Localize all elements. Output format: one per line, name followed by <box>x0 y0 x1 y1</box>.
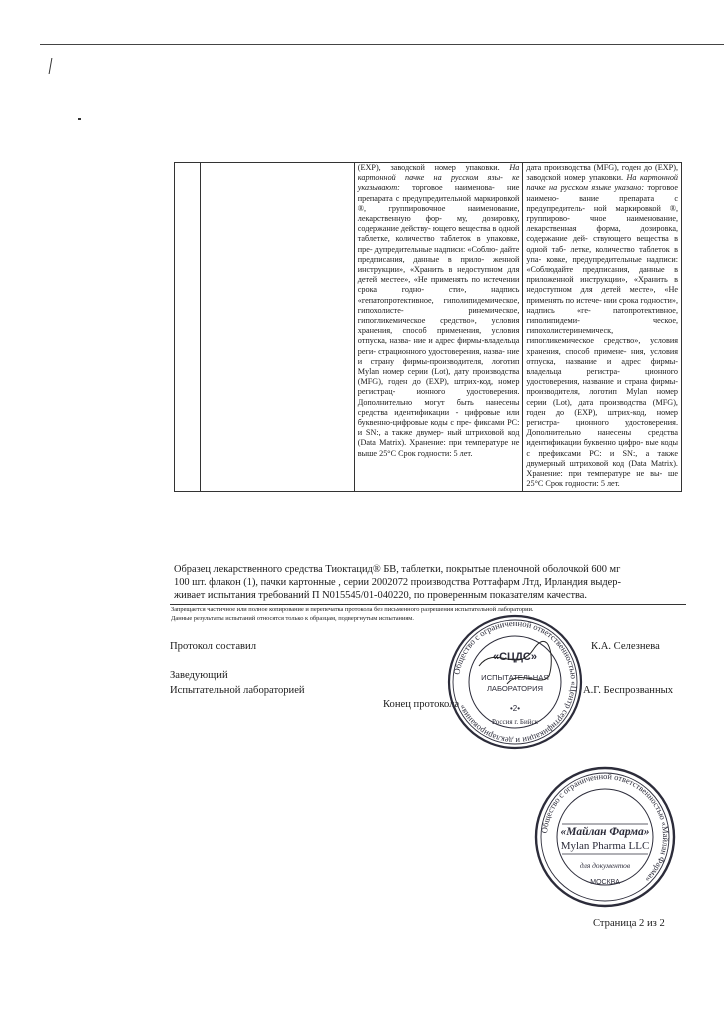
table-text-line: гипогликемическое средство», <box>526 336 651 346</box>
table-text-line: маркировкой ®, группировочное <box>357 193 520 213</box>
table-text-line: Дополнительно могут быть нанесены <box>357 397 520 407</box>
table-text-line: Хранение: при температуре не вы- <box>526 469 669 479</box>
table-text-line: применять по истечении срока годно- <box>357 275 520 295</box>
table-text-line: торговое наименова- <box>412 183 507 193</box>
table-text-line: дату производства (MFG), годен до <box>357 367 520 387</box>
table-text-line: ковке, предупредительные надписи: <box>546 254 678 264</box>
copyright-notice <box>171 606 691 624</box>
head-title-line: Заведующий <box>170 670 228 681</box>
compiled-by-name: К.А. Селезнева <box>591 641 660 652</box>
stamp-ring-text: Общество с ограниченной ответственностью «Центр сертификации и декларирования» <box>451 617 580 747</box>
stamp-center-line: ЛАБОРАТОРИЯ <box>486 684 544 693</box>
table-text-line: ной маркировкой ®, группирово- <box>526 203 678 224</box>
stamp-center-abbrev: «СЦДС» <box>493 651 537 663</box>
table-text-line: (EXP), заводской номер упаковки. <box>357 163 510 172</box>
stamp-city: МОСКВА <box>590 879 620 886</box>
notice-line: Запрещается частичное или полное копирование и перепечатка протокола без письменного разрешения испытательной лаборатории. <box>171 606 534 613</box>
table-text-line: ющего вещества в одной таблетке, <box>357 224 520 244</box>
table-text-line: также двумерный штриховой код <box>526 448 678 468</box>
table-text-line: месте», «Не применять по истече- <box>526 285 678 305</box>
table-text-line: форма, дозировка, содержание дей- <box>526 224 678 244</box>
table-cell-number <box>175 163 201 492</box>
table-text-line: вые коды с префиксами PC: и SN:, а <box>526 438 678 458</box>
table-text-line: патопротективное, гиполипидеми- <box>526 305 678 326</box>
table-text-line: условия хранения, способ примене- <box>526 336 678 356</box>
table-text-line: женной инструкции», «Хранить в <box>357 254 520 275</box>
table-text-line: дупредительные надписи: «Соблю- <box>374 244 500 254</box>
conclusion-line: живает испытания требований П N015545/01-040220, по проверенным показателям качества. <box>174 590 588 602</box>
conclusion-text <box>174 563 684 603</box>
table-text-line: количество таблеток в упаковке, пре- <box>357 234 520 254</box>
table-text-line: нии срока годности», надпись «ге- <box>526 295 679 315</box>
table-text-line: ный штриховой код (Data Matrix). <box>357 428 520 448</box>
table-cell-result <box>523 163 682 492</box>
specification-table <box>174 162 682 492</box>
table-text-line: Хранение: при температуре не выше <box>357 438 520 458</box>
table-text-line: средства идентификации - цифровые <box>357 407 507 417</box>
table-text-line: наименование, лекарственную фор- <box>357 203 520 224</box>
stamp-bottom-text: Россия г. Бийск <box>492 718 538 726</box>
table-text-line: ния, условия отпуска, название и <box>526 346 678 366</box>
table-text-line: На картонной пачке на русском язы- <box>357 163 520 183</box>
table-text-line: или буквенно-цифровые коды с пре- <box>357 407 520 428</box>
table-text-line: ционного удостоверения, название <box>526 367 678 387</box>
stamp-ring-text: Общество с ограниченной ответственностью «Майлан Фарма» <box>540 771 671 884</box>
table-text-line: средство», условия хранения, способ <box>357 316 520 336</box>
table-text-line: (EXP), штрих-код, номер регистра- <box>526 407 678 428</box>
table-text-line: «Соблюдайте предписания, данные <box>526 265 675 275</box>
table-text-line: летке, количество таблеток в упа- <box>526 244 678 264</box>
table-text-line: (EXP), штрих-код, номер регистрац- <box>357 377 520 397</box>
table-text-line: ке указывают: <box>357 173 520 193</box>
stamp-company-name-ru: «Майлан Фарма» <box>560 826 650 838</box>
laboratory-stamp <box>445 614 585 750</box>
scan-mark <box>49 58 56 74</box>
stamp-number: •2• <box>509 704 521 713</box>
table-text-line: Срок годности: 5 лет. <box>398 448 473 458</box>
table-text-line: идентификации буквенно цифро- <box>526 438 646 448</box>
divider <box>170 604 686 605</box>
table-text-line: страционного удостоверения, назва- <box>378 346 507 356</box>
table-text-line: (Data Matrix). <box>628 458 678 468</box>
scan-mark <box>78 118 81 120</box>
table-cell-parameter <box>201 163 355 492</box>
table-text-line: ше 25°С <box>526 469 678 489</box>
table-text-line: На картонной пачке на русском <box>526 173 679 193</box>
table-text-line: ствующего вещества в одной таб- <box>526 234 678 254</box>
conclusion-line: Образец лекарственного средства Тиоктацид® БВ, таблетки, покрытые пленочной оболочкой 600 мг <box>174 564 621 575</box>
table-text-line: в приложенной инструкции», <box>526 265 678 285</box>
table-text-line: дата производства (MFG), годен до <box>526 163 656 172</box>
company-stamp <box>534 766 676 908</box>
table-text-line: чное наименование, лекарственная <box>526 214 678 234</box>
table-text-line: фиксами PC: и SN:, а также двумер- <box>357 418 520 438</box>
table-text-line: дата производства (MFG), годен до <box>526 397 678 417</box>
table-text-line: ционного удостоверения. <box>575 418 678 428</box>
table-text-line: ние препарата с предупредительной <box>357 183 520 203</box>
table-text-line: сти», надпись «гепатопротективное, <box>357 285 520 305</box>
conclusion-line: 100 шт. флакон (1), пачки картонные , серии 2002072 производства Роттафарм Лтд, Ирландия выдер- <box>174 577 621 589</box>
table-text-line: ние и страну фирмы-производителя, <box>357 346 520 366</box>
table-text-line: применения, условия отпуска, назва- <box>357 326 520 346</box>
stamp-company-name-en: Mylan Pharma LLC <box>560 840 650 852</box>
table-text-line: адрес фирмы-владельца регистра- <box>526 356 678 377</box>
table-text-line: логотип Mylan номер серии (Lot), <box>526 387 678 407</box>
table-text-line: гиполипидемическое, гипохолисте- <box>357 295 520 315</box>
table-text-line: торговое наимено- <box>526 183 678 203</box>
stamp-purpose: для документов <box>579 861 631 870</box>
table-row <box>175 163 682 492</box>
notice-line: Данные результаты испытаний относятся только к образцам, подвергнутым испытаниям. <box>171 614 414 622</box>
table-text-line: Дополнительно нанесены средства <box>526 428 678 438</box>
table-text-line: ионного удостоверения. <box>416 387 520 397</box>
table-text-line: вание препарата с предупредитель- <box>526 193 678 213</box>
table-text-line: и страна фирмы-производителя, <box>526 377 678 397</box>
top-border-line <box>40 44 724 45</box>
table-text-line: ние и адрес фирмы-владельца реги- <box>357 336 520 356</box>
table-text-line: «Хранить в недоступном для детей <box>526 275 678 295</box>
table-text-line: му, дозировку, содержание действу- <box>357 214 520 234</box>
compiled-by-label: Протокол составил <box>170 641 256 652</box>
table-text-line: языке указано: <box>591 183 648 193</box>
table-text-line: Срок годности: 5 лет. <box>545 479 620 489</box>
table-text-line: ческое, гипохолистеринемическ, <box>526 316 678 336</box>
table-text-line: логотип Mylan номер серии (Lot), <box>357 356 520 377</box>
stamp-center-line: ИСПЫТАТЕЛЬНАЯ <box>481 673 549 682</box>
table-cell-requirement <box>354 163 523 492</box>
table-text-line: дайте предписания, данные в прило- <box>357 244 520 264</box>
head-title-line: Испытательной лабораторией <box>170 685 305 696</box>
table-text-line: 25°С <box>379 448 399 458</box>
table-text-line: (EXP), заводской номер упаковки. <box>526 163 678 183</box>
page-number: Страница 2 из 2 <box>593 918 665 929</box>
end-of-protocol: Конец протокола <box>383 699 460 710</box>
table-text-line: недоступном для детей местее», «Не <box>357 265 520 285</box>
head-name: А.Г. Беспрозванных <box>583 685 674 696</box>
table-text-line: ринемическое, гипогликемическое <box>357 305 520 326</box>
